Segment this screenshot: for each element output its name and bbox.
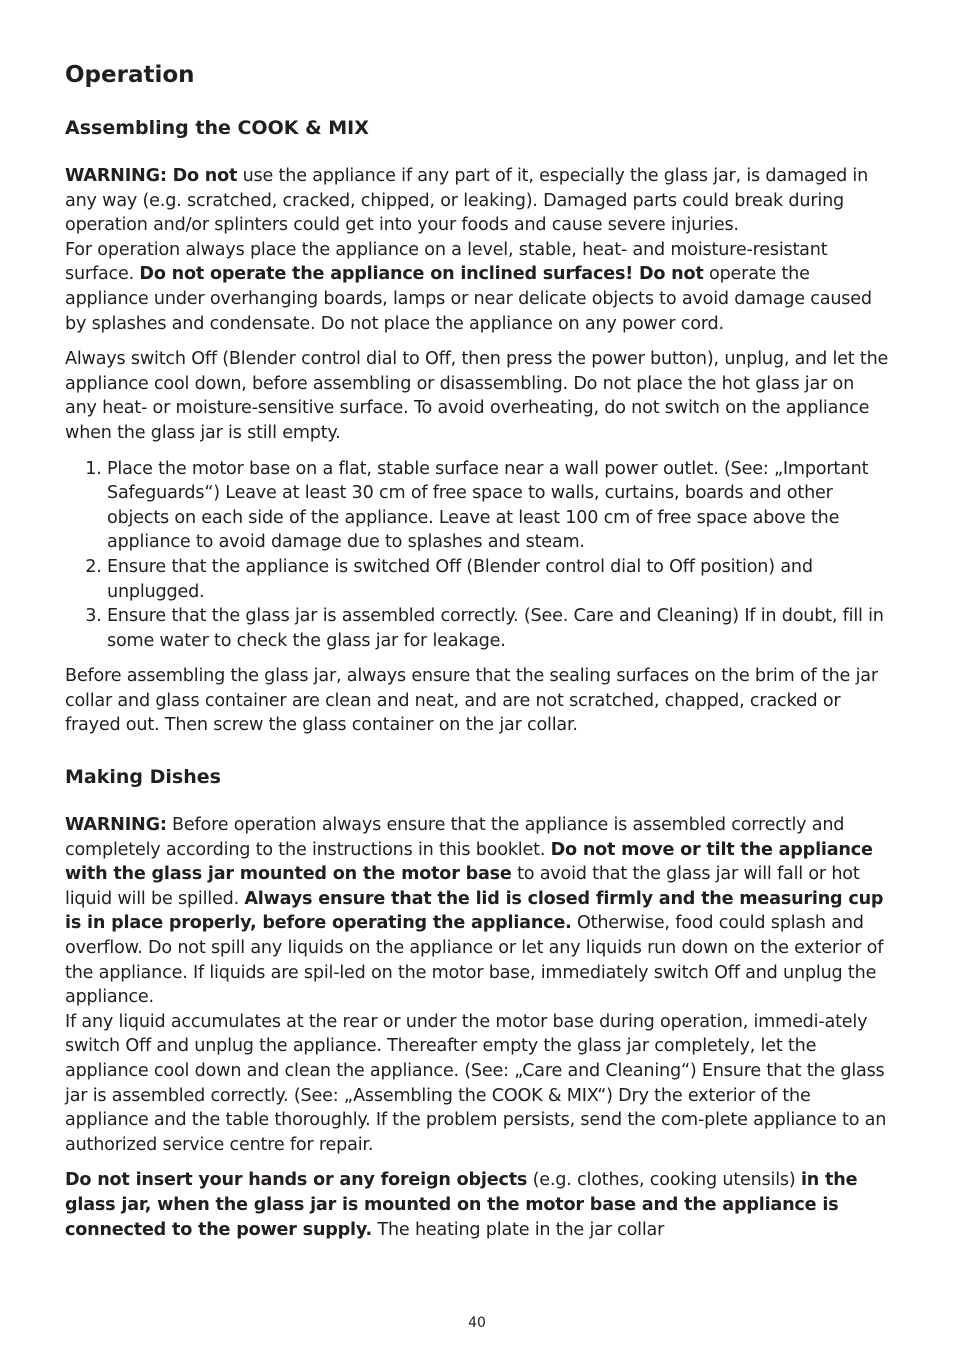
placement-text-a: For operation always place the appliance on a level, stable, heat- and moisture-resistant surface.: [65, 239, 828, 285]
making-warning-paragraph: [65, 813, 889, 1010]
list-item: 2. Ensure that the appliance is switched Off (Blender control dial to Off position) and unplugged.: [107, 555, 889, 604]
hands-paragraph: [65, 1168, 889, 1242]
warning-text: Otherwise, food could splash and overflow. Do not spill any liquids on the appliance or let any liquids run down on the exterior of the appliance. If liquids are spil-led on the motor base, immediately switch Off and unplug the appliance.: [65, 913, 884, 1008]
placement-text-bold: Do not operate the appliance on inclined surfaces! Do not: [139, 264, 704, 285]
page-content: [65, 60, 889, 1242]
warning-paragraph: [65, 164, 889, 238]
warning-text: to avoid that the glass jar will fall or hot liquid will be spilled.: [65, 864, 860, 909]
list-item: 1. Place the motor base on a flat, stable surface near a wall power outlet. (See: „Important Safeguards“) Leave at least 30 cm of free space to walls, curtains, boards and other objects on each side of the appliance. Leave at least 100 cm of free space above the appliance to avoid damage due to splashes and steam.: [107, 457, 889, 555]
page-title: Operation: [65, 62, 195, 88]
switch-off-paragraph: Always switch Off (Blender control dial to Off, then press the power button), unplug, and let the appliance cool down, before assembling or disassembling. Do not place the hot glass jar on any heat- or moisture-sensitive surface. To avoid overheating, do not switch on the appliance when the glass jar is still empty.: [65, 349, 889, 443]
warning-label: WARNING:: [65, 815, 167, 836]
section-heading-assembling: Assembling the COOK & MIX: [65, 117, 369, 139]
page-number: 40: [468, 1315, 486, 1331]
glass-jar-paragraph: Before assembling the glass jar, always ensure that the sealing surfaces on the brim of the jar collar and glass container are clean and neat, and are not scratched, chapped, cracked or frayed out. Then screw the glass container on the jar collar.: [65, 666, 878, 736]
section-heading-making-dishes: Making Dishes: [65, 766, 221, 789]
warning-text: Before operation always ensure that the appliance is assembled correctly and completely according to the instructions in this booklet.: [65, 815, 845, 860]
hands-bold-text: Do not insert your hands or any foreign objects: [65, 1170, 528, 1191]
hands-text: The heating plate in the jar collar: [372, 1219, 665, 1240]
warning-label: WARNING: Do not: [65, 166, 238, 186]
warning-bold-text: Always ensure that the lid is closed firmly and the measuring cup is in place properly, before operating the appliance.: [65, 888, 884, 934]
placement-text-c: operate the appliance under overhanging boards, lamps or near delicate objects to avoid damage caused by splashes and condensate. Do not place the appliance on any power cord.: [65, 264, 872, 334]
placement-paragraph: [65, 238, 889, 336]
list-item: 3. Ensure that the glass jar is assembled correctly. (See. Care and Cleaning) If in doubt, fill in some water to check the glass jar for leakage.: [107, 604, 889, 653]
hands-text: (e.g. clothes, cooking utensils): [527, 1170, 801, 1191]
hands-bold-text: in the glass jar, when the glass jar is mounted on the motor base and the appliance is connected to the power supply.: [65, 1170, 858, 1240]
warning-text: use the appliance if any part of it, especially the glass jar, is damaged in any way (e.g. scratched, cracked, chipped, or leaking). Damaged parts could break during operation and/or splinters could get into your foods and cause severe injuries.: [65, 166, 869, 236]
warning-bold-text: Do not move or tilt the appliance with the glass jar mounted on the motor base: [65, 839, 873, 885]
assembly-steps-list: [65, 457, 889, 654]
liquid-paragraph: If any liquid accumulates at the rear or under the motor base during operation, immedi-ately switch Off and unplug the appliance. Thereafter empty the glass jar completely, let the appliance cool down and clean the appliance. (See: „Care and Cleaning“) Ensure that the glass jar is assembled correctly. (See: „Assembling the COOK & MIX“) Dry the exterior of the appliance and the table thoroughly. If the problem persists, send the com-plete appliance to an authorized service centre for repair.: [65, 1011, 887, 1155]
